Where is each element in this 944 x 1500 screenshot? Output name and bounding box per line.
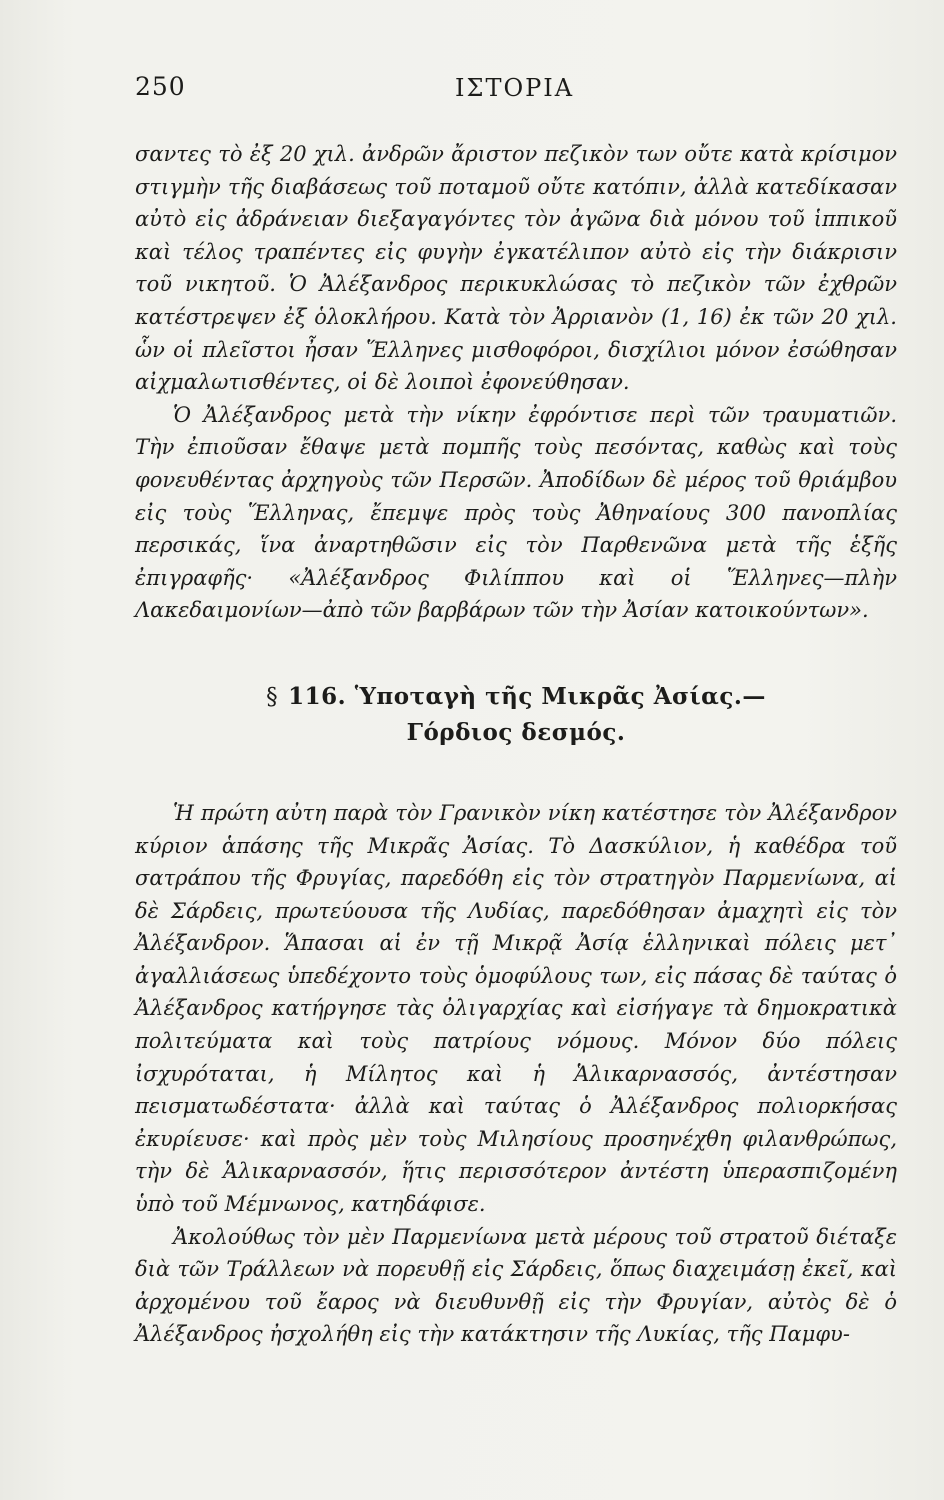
page-number: 250	[135, 72, 186, 101]
paragraph-1: σαντες τὸ ἐξ 20 χιλ. ἀνδρῶν ἄριστον πεζικὸν των οὔτε κατὰ κρίσιμον στιγμὴν τῆς διαβάσεως τοῦ ποταμοῦ οὔτε κατόπιν, ἀλλὰ κατεδίκασαν αὐτὸ εἰς ἀδράνειαν διεξαγαγόντες τὸν ἀγῶνα διὰ μόνου τοῦ ἱππικοῦ καὶ τέλος τραπέντες εἰς φυγὴν ἐγκατέλιπον αὐτὸ εἰς τὴν διάκρισιν τοῦ νικητοῦ. Ὁ Ἀλέξανδρος περικυκλώσας τὸ πεζικὸν τῶν ἐχθρῶν κατέστρεψεν ἐξ ὁλοκλήρου. Κατὰ τὸν Ἀρριανὸν (1, 16) ἐκ τῶν 20 χιλ. ὧν οἱ πλεῖστοι ἦσαν Ἕλληνες μισθοφόροι, δισχίλιοι μόνον ἐσώθησαν αἰχμαλωτισθέντες, οἱ δὲ λοιποὶ ἐφονεύθησαν.	[135, 142, 897, 395]
section-title-line-2: Γόρδιος δεσμός.	[406, 718, 626, 746]
paragraph-3: Ἡ πρώτη αὐτη παρὰ τὸν Γρανικὸν νίκη κατέστησε τὸν Ἀλέξανδρον κύριον ἁπάσης τῆς Μικρᾶς Ἀσίας. Τὸ Δασκύλιον, ἡ καθέδρα τοῦ σατράπου τῆς Φρυγίας, παρεδόθη εἰς τὸν στρατηγὸν Παρμενίωνα, αἱ δὲ Σάρδεις, πρωτεύουσα τῆς Λυδίας, παρεδόθησαν ἀμαχητὶ εἰς τὸν Ἀλέξανδρον. Ἅπασαι αἱ ἐν τῇ Μικρᾷ Ἀσίᾳ ἑλληνικαὶ πόλεις μετ᾽ ἀγαλλιάσεως ὑπεδέχοντο τοὺς ὁμοφύλους των, εἰς πάσας δὲ ταύτας ὁ Ἀλέξανδρος κατήργησε τὰς ὀλιγαρχίας καὶ εἰσήγαγε τὰ δημοκρατικὰ πολιτεύματα καὶ τοὺς πατρίους νόμους. Μόνον δύο πόλεις ἰσχυρόταται, ἡ Μίλητος καὶ ἡ Ἁλικαρνασσός, ἀντέστησαν πεισματωδέστατα· ἀλλὰ καὶ ταύτας ὁ Ἀλέξανδρος πολιορκήσας ἐκυρίευσε· καὶ πρὸς μὲν τοὺς Μιλησίους προσηνέχθη φιλανθρώπως, τὴν δὲ Ἁλικαρνασσόν, ἥτις περισσότερον ἀντέστη ὑπερασπιζομένη ὑπὸ τοῦ Μέμνωνος, κατηδάφισε.	[135, 800, 897, 1217]
section-title-line-1: Ὑποταγὴ τῆς Μικρᾶς Ἀσίας.—	[354, 682, 766, 710]
page-header	[135, 72, 866, 112]
section-number: 116.	[288, 682, 347, 710]
section-heading-line-1	[135, 679, 897, 715]
section-sign: §	[266, 683, 279, 710]
running-head: ΙΣΤΟΡΙΑ	[455, 74, 575, 102]
section-heading	[135, 679, 897, 751]
paragraph-4: Ἀκολούθως τὸν μὲν Παρμενίωνα μετὰ μέρους τοῦ στρατοῦ διέταξε διὰ τῶν Τράλλεων νὰ πορευθῇ εἰς Σάρδεις, ὅπως διαχειμάσῃ ἐκεῖ, καὶ ἀρχομένου τοῦ ἔαρος νὰ διευθυνθῇ εἰς τὴν Φρυγίαν, αὐτὸς δὲ ὁ Ἀλέξανδρος ἠσχολήθη εἰς τὴν κατάκτησιν τῆς Λυκίας, τῆς Παμφυ-	[135, 1224, 897, 1347]
paragraph-2: Ὁ Ἀλέξανδρος μετὰ τὴν νίκην ἐφρόντισε περὶ τῶν τραυματιῶν. Τὴν ἐπιοῦσαν ἔθαψε μετὰ πομπῆς τοὺς πεσόντας, καθὼς καὶ τοὺς φονευθέντας ἀρχηγοὺς τῶν Περσῶν. Ἀποδίδων δὲ μέρος τοῦ θριάμβου εἰς τοὺς Ἕλληνας, ἔπεμψε πρὸς τοὺς Ἀθηναίους 300 πανοπλίας περσικάς, ἵνα ἀναρτηθῶσιν εἰς τὸν Παρθενῶνα μετὰ τῆς ἑξῆς ἐπιγραφῆς· «Ἀλέξανδρος Φιλίππου καὶ οἱ Ἕλληνες—πλὴν Λακεδαιμονίων—ἀπὸ τῶν βαρβάρων τῶν τὴν Ἀσίαν κατοικούντων».	[135, 402, 897, 623]
body-text	[135, 138, 897, 1351]
